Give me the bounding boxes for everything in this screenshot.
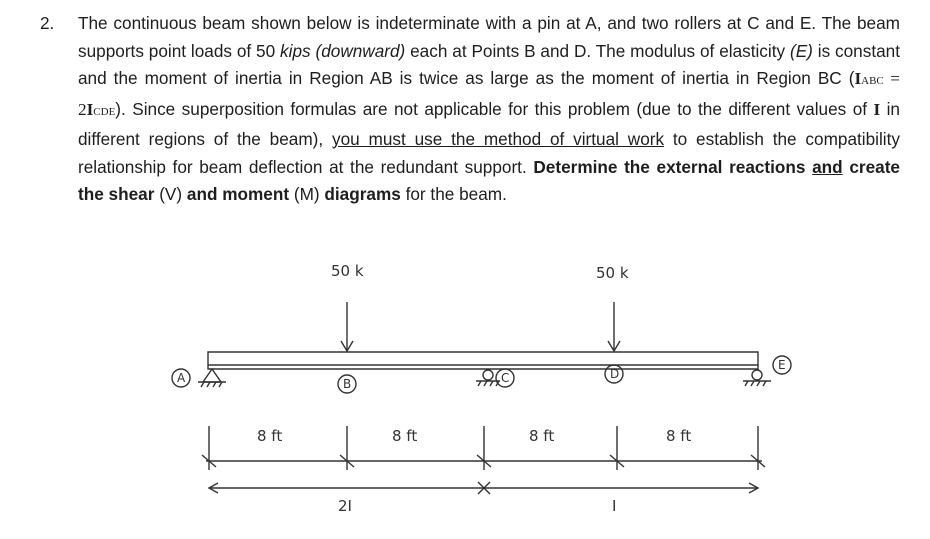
span-label-ab: 8 ft	[257, 427, 283, 445]
inertia-symbol: I	[873, 99, 881, 119]
text-part: is constant and the moment of inertia in Region AB is twice as large as the moment of inertia in Region BC (	[78, 40, 900, 88]
pin-support-a	[198, 369, 226, 387]
bold-text: create the shear	[78, 156, 900, 204]
subscript-abc: ABC	[861, 75, 884, 87]
subscript-cde: CDE	[93, 105, 116, 118]
moment-symbol: (M)	[293, 184, 320, 204]
text-part: The continuous beam shown below is indeterminate with a pin at A, and two rollers at C and E. The beam supports point loads of 50	[78, 13, 900, 61]
shear-symbol: (V)	[159, 184, 183, 204]
problem-number: 2.	[40, 13, 55, 33]
virtual-work-text: you must use the method of virtual work	[331, 129, 665, 149]
inertia-symbol: I	[854, 69, 862, 88]
bold-text: and moment	[182, 184, 294, 204]
bold-underlined-and: and	[812, 156, 843, 177]
bold-text: diagrams	[319, 184, 401, 204]
point-label-c: C	[501, 371, 510, 385]
inertia-symbol: I	[86, 99, 94, 119]
text-part: in different regions of the beam),	[78, 98, 900, 149]
load-label-b: 50 k	[331, 262, 364, 280]
equals-text: = 2	[78, 69, 900, 119]
load-label-d: 50 k	[596, 264, 629, 282]
beam	[208, 352, 758, 369]
text-part: ). Since superposition formulas are not applicable for this problem (due to the different values of	[115, 98, 874, 119]
text-part: each at Points B and D. The modulus of elasticity	[405, 40, 790, 61]
inertia-region-line	[209, 482, 758, 494]
point-label-e: E	[778, 358, 786, 372]
span-label-cd: 8 ft	[529, 427, 555, 445]
text-part: for the beam.	[400, 184, 507, 204]
inertia-label-right: I	[612, 497, 617, 515]
load-arrow-d	[608, 302, 620, 351]
point-label-a: A	[177, 371, 186, 385]
kips-text: kips (downward)	[280, 40, 406, 61]
bold-text: Determine the external reactions	[533, 156, 813, 177]
text-part: to establish the compatibility relationship for beam deflection at the redundant support.	[78, 129, 900, 177]
modulus-symbol: (E)	[789, 40, 813, 61]
inertia-label-left: 2I	[338, 497, 352, 515]
point-label-b: B	[343, 377, 352, 391]
load-arrow-b	[341, 302, 353, 351]
span-label-de: 8 ft	[666, 427, 692, 445]
roller-support-e	[743, 370, 771, 386]
span-label-bc: 8 ft	[392, 427, 418, 445]
point-label-d: D	[610, 367, 620, 381]
